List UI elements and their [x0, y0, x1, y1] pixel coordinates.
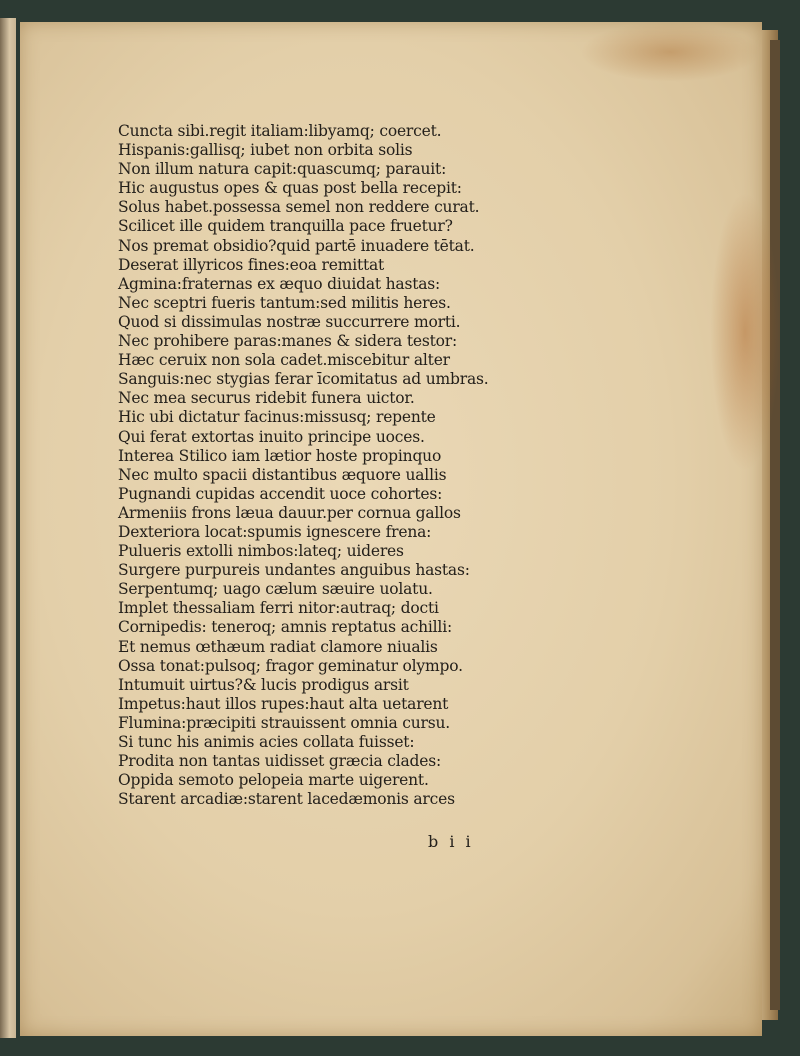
- verse-line: Agmina:fraternas ex æquo diuidat hastas:: [118, 274, 441, 293]
- foxing-stain-right: [710, 192, 780, 472]
- verse-line: Si tunc his animis acies collata fuisset:: [118, 733, 415, 751]
- verse-line: Non illum natura capit:quascumq; parauit:: [118, 160, 447, 179]
- verse-line: Intumuit uirtus?& lucis prodigus arsit: [118, 675, 409, 694]
- verse-line: Dexteriora locat:spumis ignescere frena:: [118, 522, 432, 541]
- verse-line: Hæc ceruix non sola cadet.miscebitur alter: [118, 351, 450, 370]
- verse-line: Quod si dissimulas nostræ succurrere morti.: [118, 312, 461, 331]
- verse-line: Solus habet.possessa semel non reddere curat.: [118, 198, 480, 217]
- verse-line: Ossa tonat:pulsoq; fragor geminatur olympo.: [118, 656, 463, 675]
- verse-line: Nec sceptri fueris tantum:sed militis heres.: [118, 293, 451, 312]
- verse-line: Impetus:haut illos rupes:haut alta uetarent: [118, 694, 449, 713]
- verse-line: Starent arcadiæ:starent lacedæmonis arces: [118, 790, 455, 809]
- verse-line: Nos premat obsidio?quid partē inuadere tētat.: [118, 236, 475, 255]
- verse-line: Armeniis frons læua dauur.per cornua gallos: [118, 503, 461, 522]
- page-fore-edge-shadow: [770, 40, 780, 1010]
- verse-line: Nec prohibere paras:manes & sidera testor:: [118, 332, 457, 351]
- verse-line: Hispanis:gallisq; iubet non orbita solis: [118, 141, 413, 160]
- verse-line: Flumina:præcipiti strauissent omnia cursu.: [118, 713, 450, 732]
- verse-line: Nec multo spacii distantibus æquore uallis: [118, 465, 447, 484]
- verse-line: Serpentumq; uago cælum sæuire uolatu.: [118, 580, 433, 599]
- verse-line: Sanguis:nec stygias ferar īcomitatus ad umbras.: [118, 370, 489, 389]
- verse-line: Hic augustus opes & quas post bella recepit:: [118, 179, 462, 198]
- verse-line: Pulueris extolli nimbos:lateq; uideres: [118, 542, 404, 561]
- verse-text-block: [118, 122, 498, 809]
- verse-line: Pugnandi cupidas accendit uoce cohortes:: [118, 484, 443, 503]
- verse-line: Interea Stilico iam lætior hoste propinquo: [118, 446, 442, 465]
- verse-line: Nec mea securus ridebit funera uictor.: [118, 389, 415, 408]
- verse-line: Deserat illyricos fines:eoa remittat: [118, 255, 385, 274]
- verse-line: Cuncta sibi.regit italiam:libyamq; coercet.: [118, 122, 442, 140]
- verse-line: Surgere purpureis undantes anguibus hastas:: [118, 561, 470, 580]
- verse-line: Et nemus œthæum radiat clamore niualis: [118, 637, 438, 656]
- adjacent-page-edge: [0, 18, 16, 1038]
- signature-mark: b i i: [428, 832, 474, 851]
- verse-line: Cornipedis: teneroq; amnis reptatus achilli:: [118, 618, 452, 637]
- verse-line: Qui ferat extortas inuito principe uoces.: [118, 427, 425, 446]
- verse-line: Prodita non tantas uidisset græcia clades:: [118, 752, 441, 771]
- verse-line: Scilicet ille quidem tranquilla pace fruetur?: [118, 217, 453, 236]
- verse-line: Implet thessaliam ferri nitor:autraq; docti: [118, 599, 439, 618]
- verse-line: Hic ubi dictatur facinus:missusq; repente: [118, 408, 436, 427]
- foxing-stain-top: [580, 22, 760, 82]
- verse-line: Oppida semoto pelopeia marte uigerent.: [118, 771, 429, 790]
